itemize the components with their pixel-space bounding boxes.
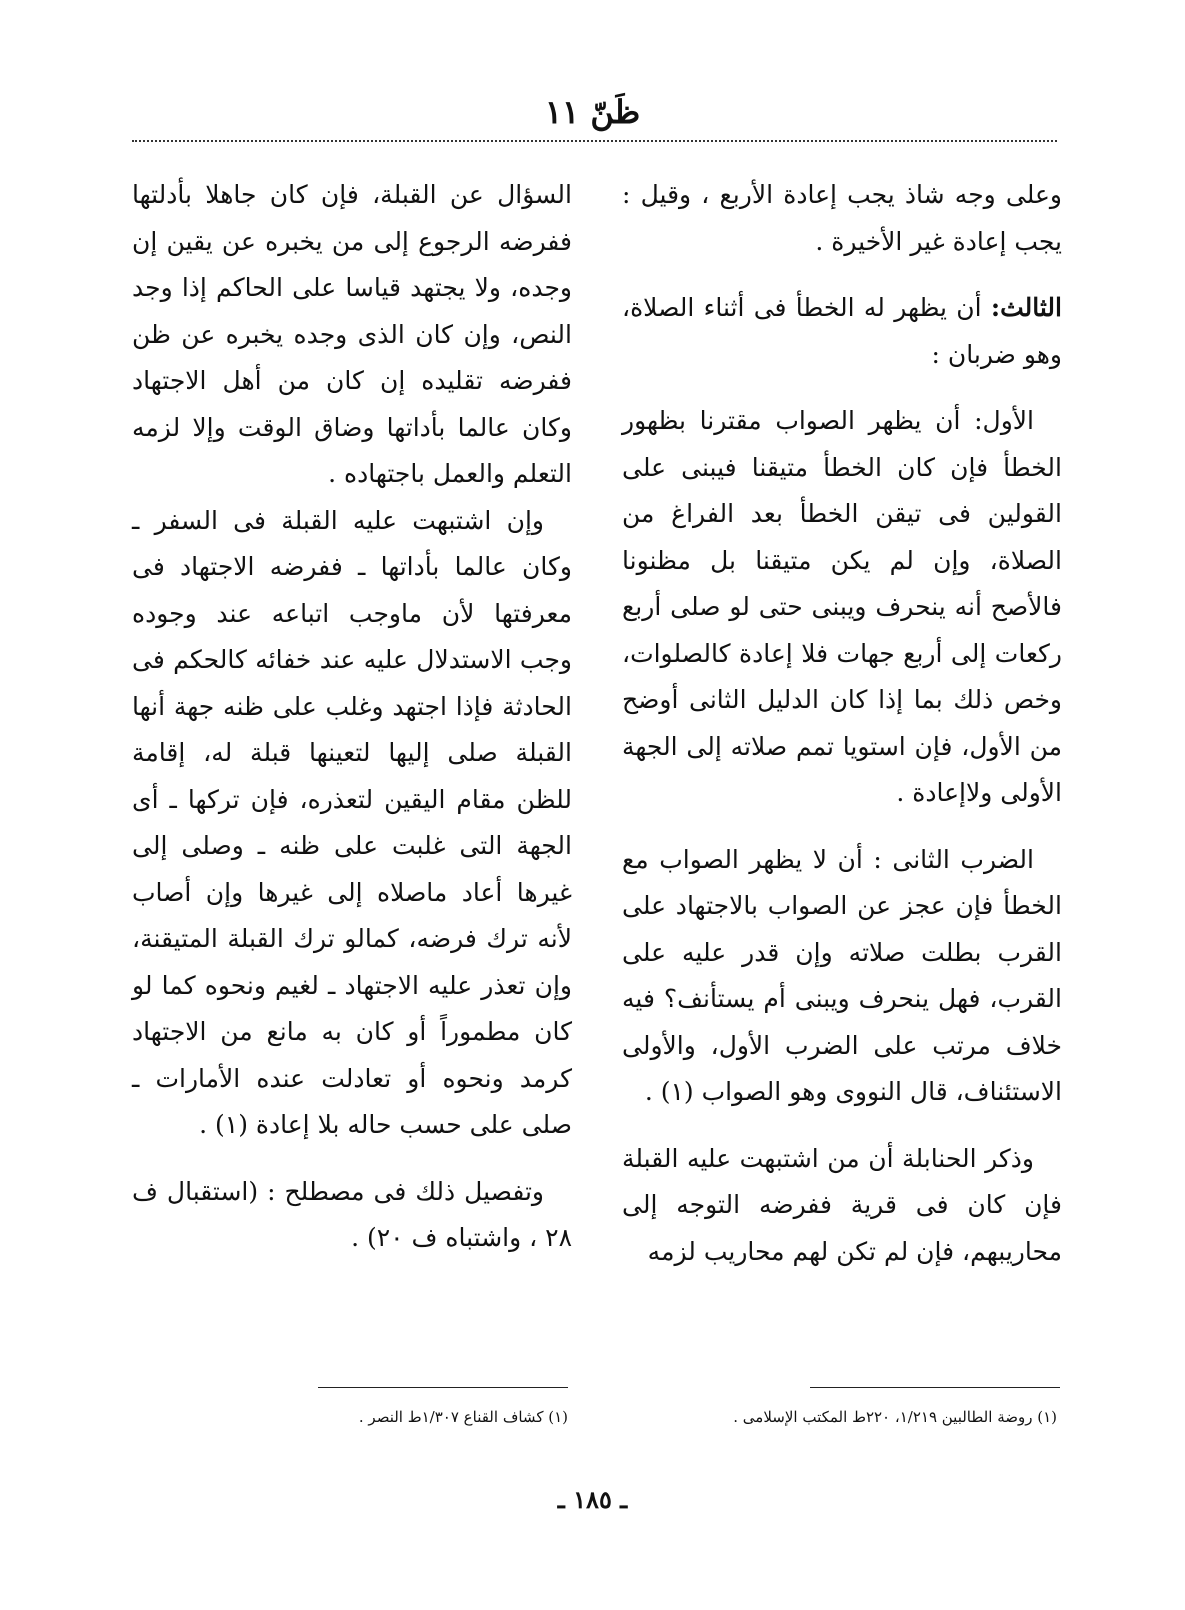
header-dotted-rule xyxy=(132,140,1057,142)
footnote-rule-right xyxy=(810,1387,1060,1388)
left-column xyxy=(132,172,572,1262)
right-paragraph-1: وعلى وجه شاذ يجب إعادة الأربع ، وقيل : يجب إعادة غير الأخيرة . xyxy=(622,180,1062,256)
right-paragraph-5: وذكر الحنابلة أن من اشتبهت عليه القبلة فإن كان فى قرية ففرضه التوجه إلى محاريبهم، فإن لم تكن لهم محاريب لزمه xyxy=(622,1143,1062,1266)
footnote-left: (١) كشاف القناع ١/٣٠٧ط النصر . xyxy=(358,1408,568,1426)
left-paragraph-3: وتفصيل ذلك فى مصطلح : (استقبال ف ٢٨ ، واشتباه ف ٢٠) . xyxy=(132,1176,572,1252)
page-header-title: ظَنّ ١١ xyxy=(544,93,641,131)
footnote-reference: (١) . xyxy=(644,1077,702,1106)
footnote-reference: (١) . xyxy=(199,1110,256,1139)
right-paragraph-3: الأول: أن يظهر الصواب مقترنا بظهور الخطأ فإن كان الخطأ متيقنا فيبنى على القولين فى تيقن الخطأ بعد الفراغ من الصلاة، وإن لم يكن متيقنا بل مظنونا فالأصح أنه ينحرف ويبنى حتى لو صلى أربع ركعات إلى أربع جهات فلا إعادة كالصلوات، وخص ذلك بما إذا كان الدليل الثانى أوضح من الأول، فإن استويا تمم صلاته إلى الجهة الأولى ولاإعادة . xyxy=(622,406,1062,807)
left-paragraph-2 xyxy=(132,498,572,1149)
left-paragraph-1: السؤال عن القبلة، فإن كان جاهلا بأدلتها ففرضه الرجوع إلى من يخبره عن يقين إن وجده، ولا يجتهد قياسا على الحاكم إذا وجد النص، وإن كان الذى وجده يخبره عن ظن ففرضه تقليده إن كان من أهل الاجتهاد وكان عالما بأداتها وضاق الوقت وإلا لزمه التعلم والعمل باجتهاده . xyxy=(132,180,572,488)
footnote-right: (١) روضة الطالبين ١/٢١٩، ٢٢٠ط المكتب الإسلامى . xyxy=(733,1408,1057,1426)
page-number: ـ ١٨٥ ـ xyxy=(557,1485,628,1514)
left-paragraph-2-text: وإن اشتبهت عليه القبلة فى السفر ـ وكان عالما بأداتها ـ ففرضه الاجتهاد فى معرفتها لأن ماوجب اتباعه عند وجوده وجب الاستدلال عليه عند خفائه كالحكم فى الحادثة فإذا اجتهد وغلب على ظنه جهة أنها القبلة صلى إليها لتعينها قبلة له، إقامة للظن مقام اليقين لتعذره، فإن تركها ـ أى الجهة التى غلبت على ظنه ـ وصلى إلى غيرها أعاد ماصلاه إلى غيرها وإن أصاب لأنه ترك فرضه، كمالو ترك القبلة المتيقنة، وإن تعذر عليه الاجتهاد ـ لغيم ونحوه كما لو كان مطموراً أو كان به مانع من الاجتهاد كرمد ونحوه أو تعادلت عنده الأمارات ـ صلى على حسب حاله بلا إعادة xyxy=(132,505,572,1139)
right-paragraph-4-text: الضرب الثانى : أن لا يظهر الصواب مع الخطأ فإن عجز عن الصواب بالاجتهاد على القرب بطلت صلاته وإن قدر عليه على القرب، فهل ينحرف ويبنى أم يستأنف؟ فيه خلاف مرتب على الضرب الأول، والأولى الاستئناف، قال النووى وهو الصواب xyxy=(622,844,1062,1106)
right-paragraph-2 xyxy=(622,285,1062,378)
right-paragraph-4 xyxy=(622,837,1062,1116)
right-column xyxy=(622,172,1062,1275)
right-paragraph-2-text: أن يظهر له الخطأ فى أثناء الصلاة، وهو ضربان : xyxy=(622,293,1062,369)
section-label-third: الثالث: xyxy=(990,293,1062,322)
footnote-rule-left xyxy=(318,1387,568,1388)
